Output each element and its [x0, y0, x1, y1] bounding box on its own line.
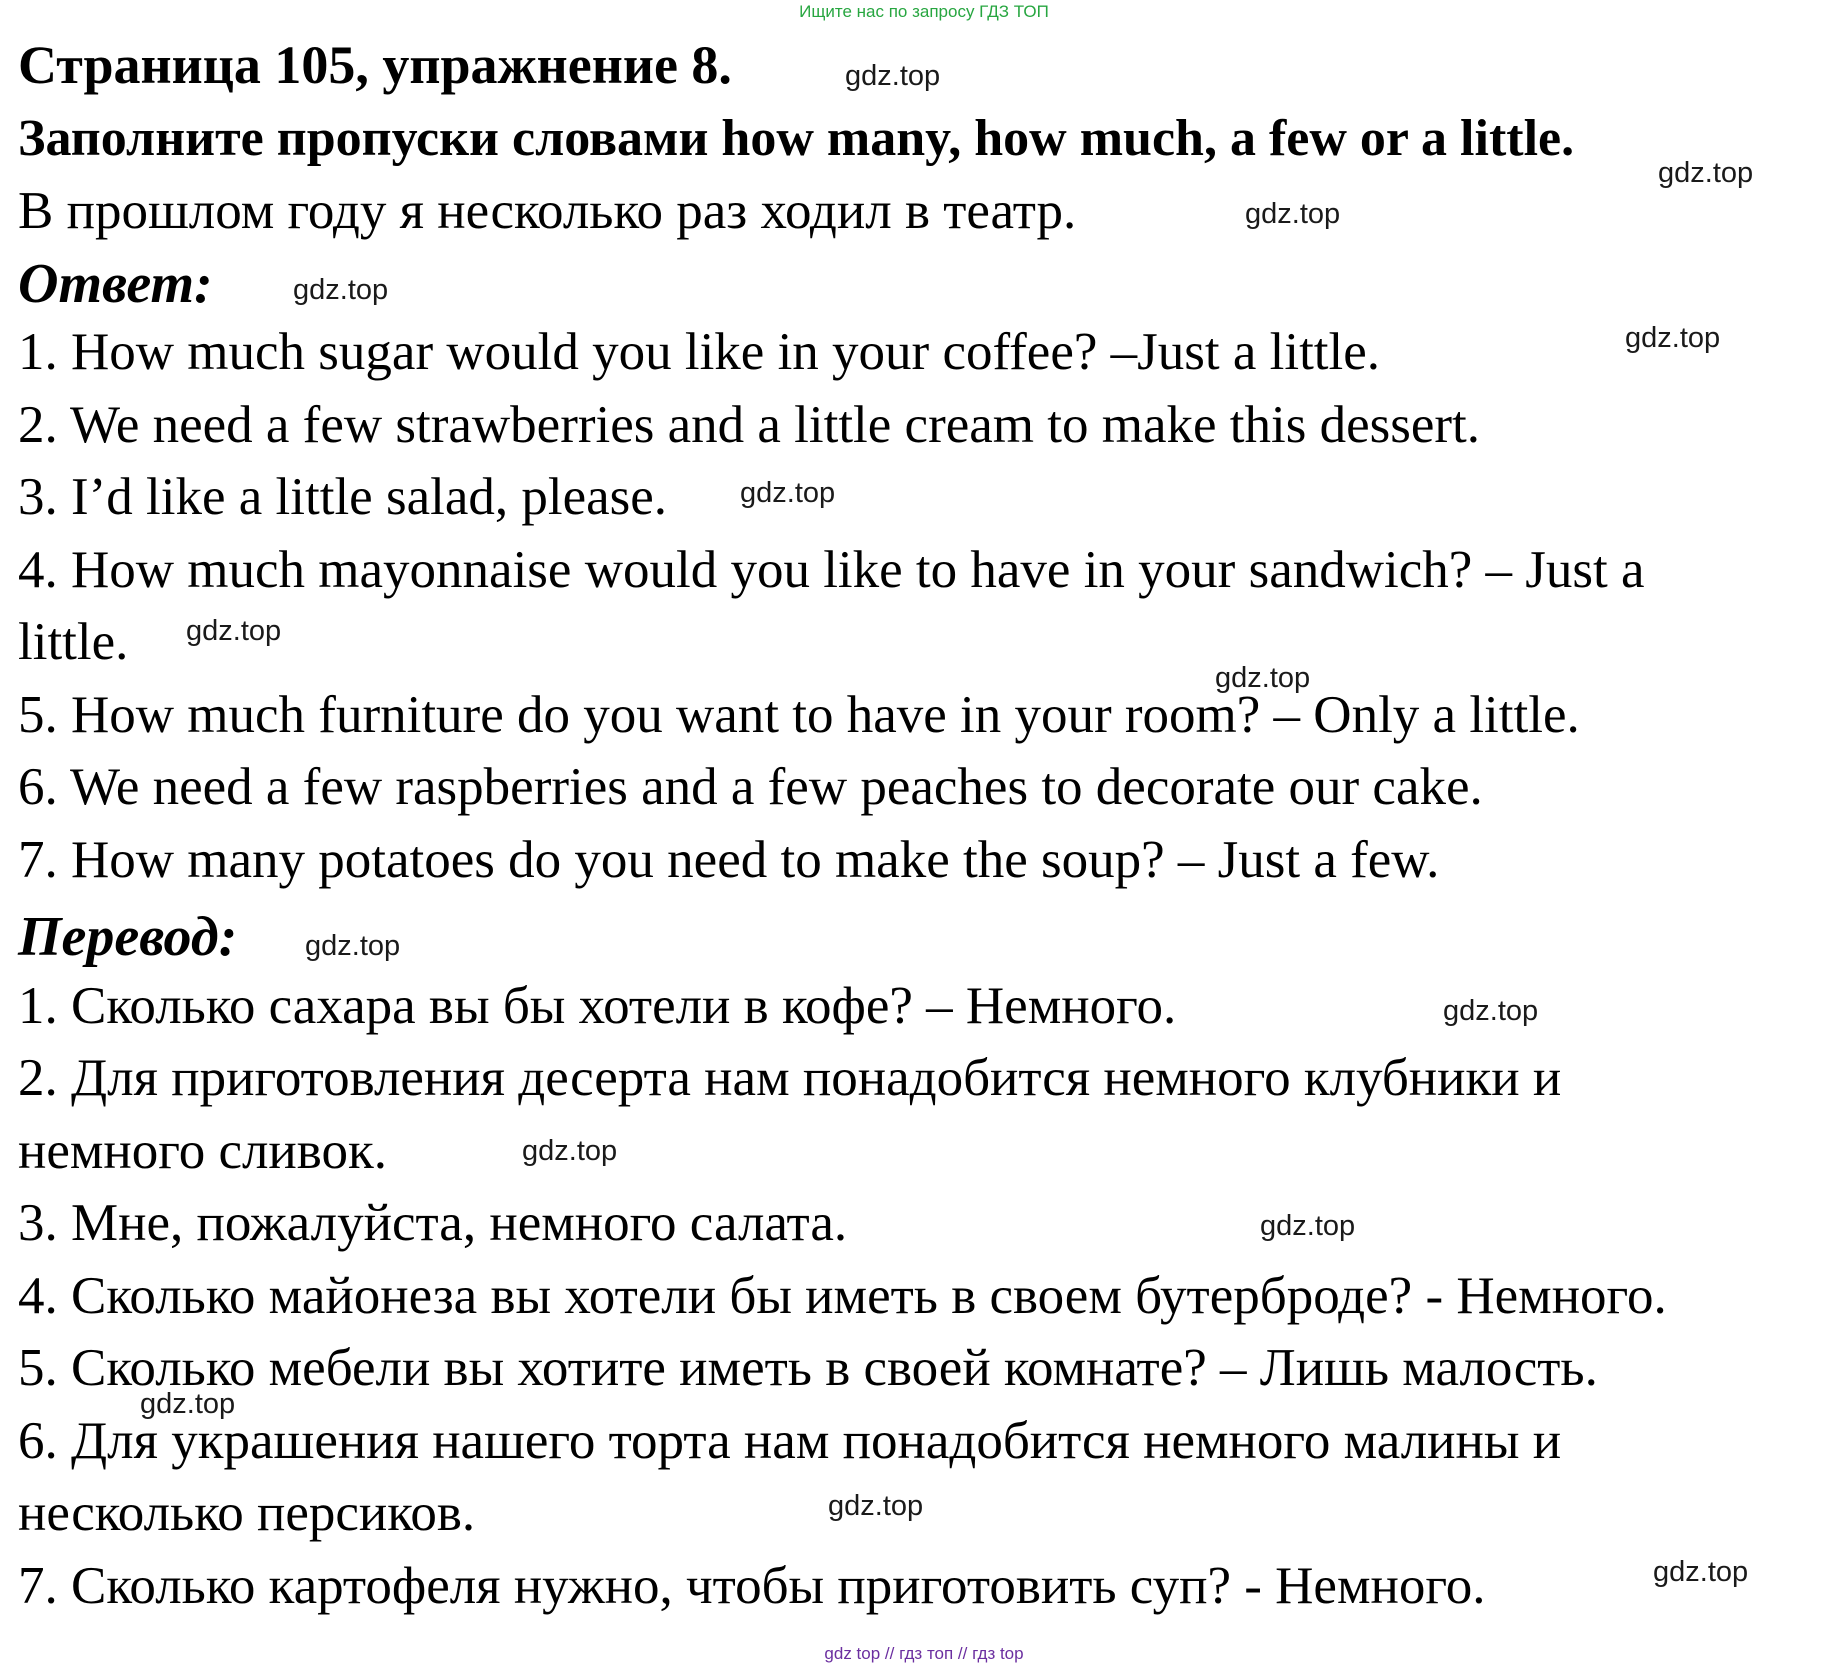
watermark: gdz.top — [1658, 157, 1754, 189]
answer-item-4-continued: little. — [18, 613, 129, 671]
watermark: gdz.top — [828, 1490, 924, 1522]
translation-heading: Перевод: — [18, 906, 238, 968]
answer-item-3: 3. I’d like a little salad, please. — [18, 468, 668, 526]
answer-item-7: 7. How many potatoes do you need to make the soup? – Just a few. — [18, 831, 1440, 889]
watermark: gdz.top — [845, 60, 941, 92]
translation-item-5: 5. Сколько мебели вы хотите иметь в своей комнате? – Лишь малость. — [18, 1339, 1598, 1397]
translation-item-3: 3. Мне, пожалуйста, немного салата. — [18, 1194, 848, 1252]
watermark: gdz.top — [293, 274, 389, 306]
watermark: gdz.top — [740, 477, 836, 509]
watermark: gdz.top — [1443, 995, 1539, 1027]
translation-item-4: 4. Сколько майонеза вы хотели бы иметь в своем бутерброде? - Немного. — [18, 1267, 1667, 1325]
watermark: gdz.top — [1245, 198, 1341, 230]
watermark: gdz.top — [1625, 322, 1721, 354]
answer-item-2: 2. We need a few strawberries and a little cream to make this dessert. — [18, 396, 1481, 454]
translation-item-6: 6. Для украшения нашего торта нам понадобится немного малины и — [18, 1412, 1562, 1470]
answer-heading: Ответ: — [18, 253, 213, 315]
watermark: gdz.top — [305, 930, 401, 962]
answer-item-6: 6. We need a few raspberries and a few peaches to decorate our cake. — [18, 758, 1483, 816]
example-sentence: В прошлом году я несколько раз ходил в театр. — [18, 182, 1077, 240]
watermark: gdz.top — [1215, 662, 1311, 694]
footer-text: gdz top // гдз топ // гдз top — [824, 1644, 1024, 1663]
translation-item-7: 7. Сколько картофеля нужно, чтобы приготовить суп? - Немного. — [18, 1557, 1486, 1615]
watermark: gdz.top — [1653, 1556, 1749, 1588]
translation-item-2-continued: немного сливок. — [18, 1122, 387, 1180]
translation-item-6-continued: несколько персиков. — [18, 1484, 476, 1542]
translation-item-2: 2. Для приготовления десерта нам понадобится немного клубники и — [18, 1049, 1562, 1107]
task-instruction: Заполните пропуски словами how many, how much, a few or a little. — [18, 110, 1575, 167]
watermark: gdz.top — [1260, 1210, 1356, 1242]
answer-item-5: 5. How much furniture do you want to have in your room? – Only a little. — [18, 686, 1580, 744]
answer-item-4: 4. How much mayonnaise would you like to have in your sandwich? – Just a — [18, 541, 1645, 599]
watermark: gdz.top — [186, 615, 282, 647]
answer-item-1: 1. How much sugar would you like in your coffee? –Just a little. — [18, 323, 1381, 381]
page-title: Страница 105, упражнение 8. — [18, 35, 732, 95]
watermark: gdz.top — [140, 1388, 236, 1420]
top-banner: Ищите нас по запросу ГДЗ ТОП — [799, 2, 1049, 21]
watermark: gdz.top — [522, 1135, 618, 1167]
translation-item-1: 1. Сколько сахара вы бы хотели в кофе? – Немного. — [18, 977, 1177, 1035]
